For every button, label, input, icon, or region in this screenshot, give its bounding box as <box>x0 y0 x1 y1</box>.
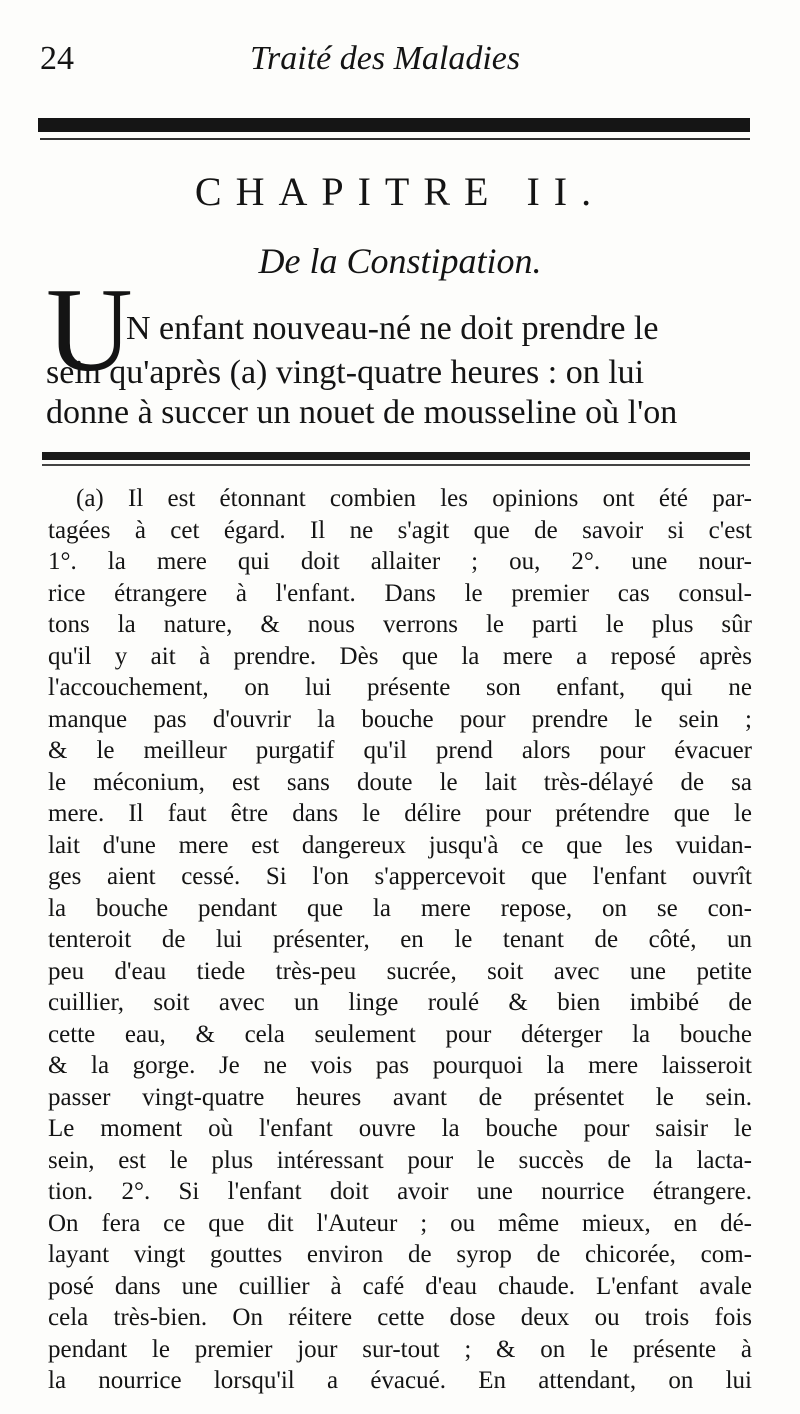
footnote-line: layant vingt gouttes environ de syrop de chicorée, com- <box>48 1241 752 1268</box>
footnote-line: tion. 2°. Si l'enfant doit avoir une nourrice étrangere. <box>48 1178 752 1205</box>
footnote-line: tagées à cet égard. Il ne s'agit que de savoir si c'est <box>48 517 752 544</box>
section-title: De la Constipation. <box>258 241 542 281</box>
footnote-line: le méconium, est sans doute le lait très-délayé de sa <box>48 769 752 796</box>
chapter-title: CHAPITRE II. <box>194 169 606 214</box>
footnote-line: pendant le premier jour sur-tout ; & on le présente à <box>48 1336 752 1363</box>
footnote-line: peu d'eau tiede très-peu sucrée, soit avec une petite <box>48 958 752 985</box>
main-text-line-3: donne à succer un nouet de mousseline où l'on <box>46 394 678 431</box>
footnote-line: posé dans une cuillier à café d'eau chaude. L'enfant avale <box>48 1273 752 1300</box>
footnote-line: cuillier, soit avec un linge roulé & bien imbibé de <box>48 989 752 1016</box>
running-title: Traité des Maladies <box>250 40 521 77</box>
footnote-line: & la gorge. Je ne vois pas pourquoi la mere laisseroit <box>48 1052 752 1079</box>
drop-cap: U <box>46 263 133 396</box>
footnote-line: On fera ce que dit l'Auteur ; ou même mieux, en dé- <box>48 1210 752 1237</box>
footnote-line: rice étrangere à l'enfant. Dans le premier cas consul- <box>48 580 752 607</box>
footnote-line: manque pas d'ouvrir la bouche pour prendre le sein ; <box>48 706 752 733</box>
footnote-line: sein, est le plus intéressant pour le succès de la lacta- <box>48 1147 752 1174</box>
page-number: 24 <box>40 40 74 77</box>
footnote-line: tenteroit de lui présenter, en le tenant de côté, un <box>48 926 752 953</box>
footnote-line: la nourrice lorsqu'il a évacué. En attendant, on lui <box>48 1367 752 1394</box>
footnote-line: lait d'une mere est dangereux jusqu'à ce que les vuidan- <box>48 832 752 859</box>
header-rule-thick <box>38 118 750 132</box>
footnote-line: 1°. la mere qui doit allaiter ; ou, 2°. une nour- <box>48 548 752 575</box>
footnote-line: ges aient cessé. Si l'on s'appercevoit que l'enfant ouvrît <box>48 863 752 890</box>
footnote-line: (a) Il est étonnant combien les opinions ont été par- <box>76 485 752 512</box>
footnote-line: passer vingt-quatre heures avant de présentet le sein. <box>48 1084 752 1111</box>
footnote-line: & le meilleur purgatif qu'il prend alors pour évacuer <box>48 737 752 764</box>
main-text-line-2: sein qu'après (a) vingt-quatre heures : on lui <box>46 354 645 391</box>
footnote-line: tons la nature, & nous verrons le parti le plus sûr <box>48 611 752 638</box>
footnote-line: cette eau, & cela seulement pour déterger la bouche <box>48 1021 752 1048</box>
page-header <box>40 40 760 90</box>
footnote-line: qu'il y ait à prendre. Dès que la mere a reposé après <box>48 643 752 670</box>
footnote-line: mere. Il faut être dans le délire pour prétendre que le <box>48 800 752 827</box>
footnote-line: Le moment où l'enfant ouvre la bouche pour saisir le <box>48 1115 752 1142</box>
main-text-line-1: N enfant nouveau-né ne doit prendre le <box>126 310 659 347</box>
footnote-line: cela très-bien. On réitere cette dose deux ou trois fois <box>48 1304 752 1331</box>
footnote-line: la bouche pendant que la mere repose, on se con- <box>48 895 752 922</box>
footnote-rule-thick <box>42 452 750 460</box>
header-rule-thin <box>40 138 750 140</box>
footnote-rule-thin <box>42 464 750 466</box>
footnote-line: l'accouchement, on lui présente son enfant, qui ne <box>48 674 752 701</box>
